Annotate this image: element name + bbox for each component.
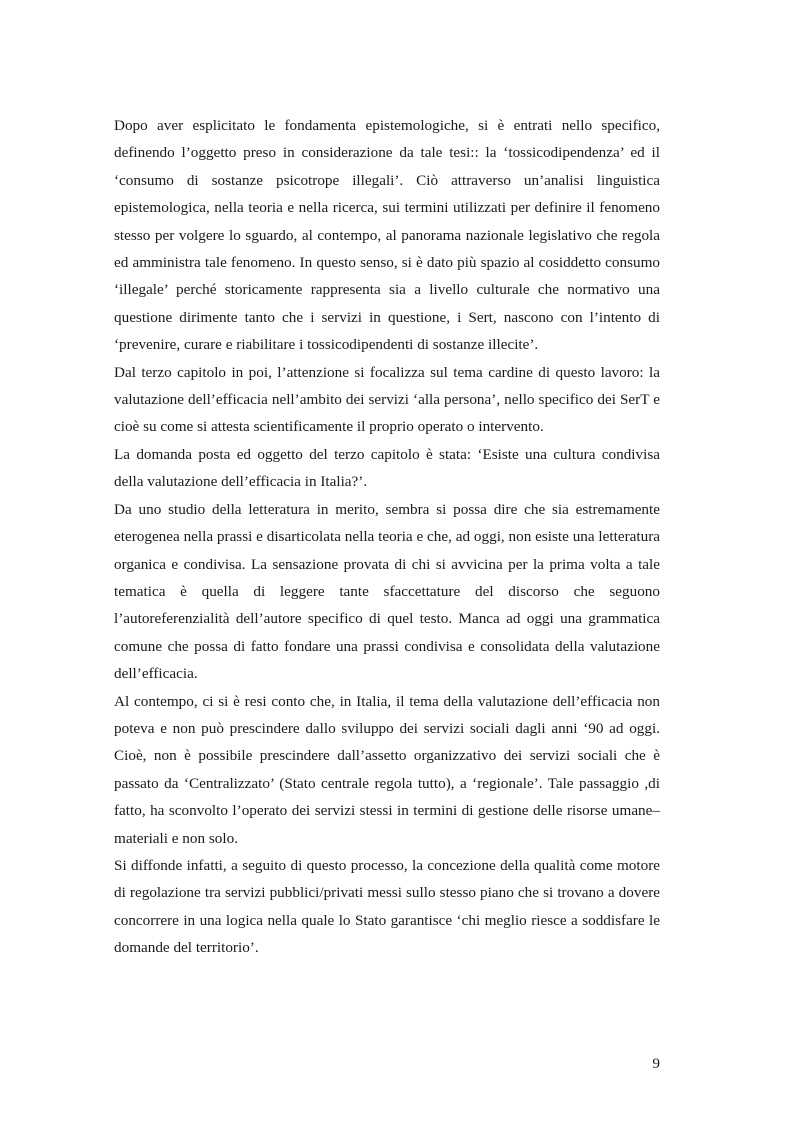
body-text (114, 112, 660, 962)
paragraph-2: Dal terzo capitolo in poi, l’attenzione si focalizza sul tema cardine di questo lavoro: la valutazione dell’efficacia nell’ambito dei servizi ‘alla persona’, nello specifico dei SerT e cioè su come si attesta scientificamente il proprio operato o intervento. (114, 363, 660, 436)
paragraph-5: Al contempo, ci si è resi conto che, in Italia, il tema della valutazione dell’efficacia non poteva e non può prescindere dallo sviluppo dei servizi sociali dagli anni ‘90 ad oggi. Cioè, non è possibile prescindere dall’assetto organizzativo dei servizi sociali che è passato da ‘Centralizzato’ (Stato centrale regola tutto), a ‘regionale’. Tale passaggio ,di fatto, ha sconvolto l’operato dei servizi stessi in termini di gestione delle risorse umane–materiali e non solo. (114, 692, 660, 847)
paragraph-3: La domanda posta ed oggetto del terzo capitolo è stata: ‘Esiste una cultura condivisa della valutazione dell’efficacia in Italia?’. (114, 445, 660, 491)
paragraph-4: Da uno studio della letteratura in merito, sembra si possa dire che sia estremamente eterogenea nella prassi e disarticolata nella teoria e che, ad oggi, non esiste una letteratura organica e condivisa. La sensazione provata di chi si avvicina per la prima volta a tale tematica è quella di leggere tante sfaccettature del discorso che seguono l’autoreferenzialità dell’autore specifico di quel testo. Manca ad oggi una grammatica comune che possa di fatto fondare una prassi condivisa e consolidata della valutazione dell’efficacia. (114, 500, 660, 683)
paragraph-1: Dopo aver esplicitato le fondamenta epistemologiche, si è entrati nello specifico, definendo l’oggetto preso in considerazione da tale tesi:: la ‘tossicodipendenza’ ed il ‘consumo di sostanze psicotrope illegali’. Ciò attraverso un’analisi linguistica epistemologica, nella teoria e nella ricerca, sui termini utilizzati per definire il fenomeno stesso per volgere lo sguardo, al contempo, al panorama nazionale legislativo che regola ed amministra tale fenomeno. In questo senso, si è dato più spazio al cosiddetto consumo ‘illegale’ perché storicamente rappresenta sia a livello culturale che normativo una questione dirimente tanto che i servizi in questione, i Sert, nascono con l’intento di ‘prevenire, curare e riabilitare i tossicodipendenti di sostanze illecite’. (114, 117, 660, 354)
paragraph-6: Si diffonde infatti, a seguito di questo processo, la concezione della qualità come motore di regolazione tra servizi pubblici/privati messi sullo stesso piano che si trovano a dovere concorrere in una logica nella quale lo Stato garantisce ‘chi meglio riesce a soddisfare le domande del territorio’. (114, 856, 660, 957)
page-number: 9 (652, 1055, 660, 1072)
